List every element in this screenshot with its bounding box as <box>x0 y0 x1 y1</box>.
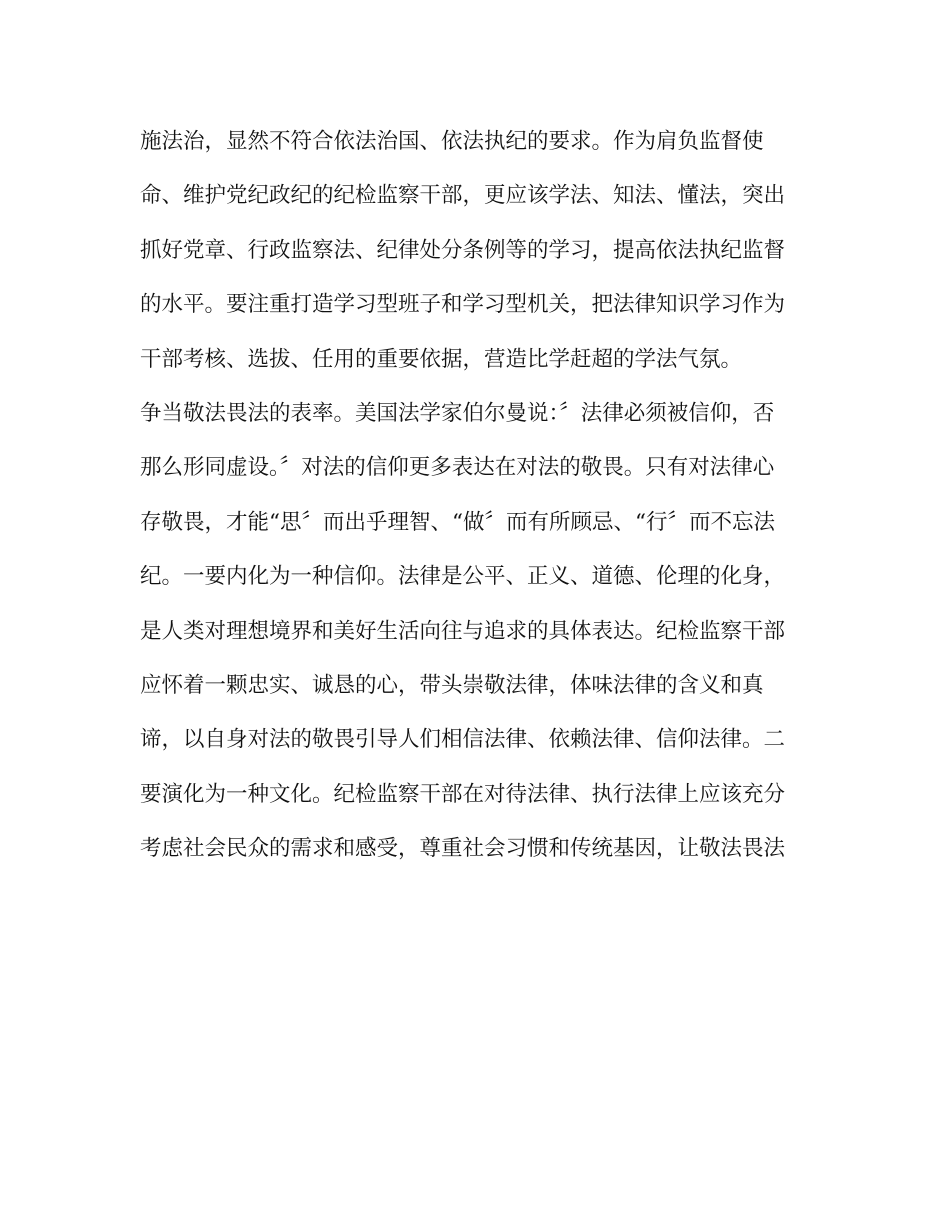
text-line: 要演化为一种文化。纪检监察干部在对待法律、执行法律上应该充分 <box>140 781 786 807</box>
text-line: 考虑社会民众的需求和感受，尊重社会习惯和传统基因，让敬法畏法 <box>140 836 786 862</box>
body-text <box>140 122 800 883</box>
text-line: 是人类对理想境界和美好生活向往与追求的具体表达。纪检监察干部 <box>140 618 786 644</box>
text-line: 施法治，显然不符合依法治国、依法执纪的要求。作为肩负监督使 <box>140 129 764 154</box>
text-line: 应怀着一颗忠实、诚恳的心，带头崇敬法律，体味法律的含义和真 <box>140 672 764 698</box>
text-line: 抓好党章、行政监察法、纪律处分条例等的学习，提高依法执纪监督 <box>140 237 786 263</box>
text-line: 争当敬法畏法的表率。美国法学家伯尔曼说：〞法律必须被信仰，否 <box>140 400 775 426</box>
text-line: 谛，以自身对法的敬畏引导人们相信法律、依赖法律、信仰法律。二 <box>140 727 786 753</box>
text-line: 的水平。要注重打造学习型班子和学习型机关，把法律知识学习作为 <box>140 292 786 318</box>
text-line: 命、维护党纪政纪的纪检监察干部，更应该学法、知法、懂法，突出 <box>140 183 786 209</box>
text-line: 存敬畏，才能“思〞而出乎理智、“做〞而有所顾忌、“行〞而不忘法 <box>140 509 775 535</box>
text-line: 那么形同虚设。〞对法的信仰更多表达在对法的敬畏。只有对法律心 <box>140 455 775 481</box>
text-line: 纪。一要内化为一种信仰。法律是公平、正义、道德、伦理的化身， <box>140 564 786 590</box>
text-line: 干部考核、选拔、任用的重要依据，营造比学赶超的学法气氛。 <box>140 346 743 372</box>
